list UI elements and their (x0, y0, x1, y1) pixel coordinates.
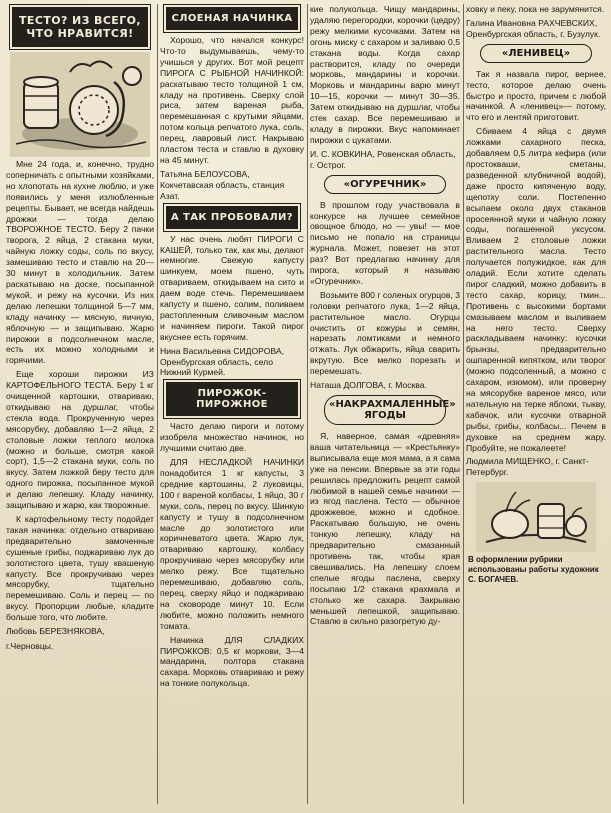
signature-name: Любовь БЕРЕЗНЯКОВА, (6, 626, 105, 637)
column-4 (466, 4, 606, 810)
column-rule (157, 4, 158, 804)
article-paragraph: кие полукольца. Чищу мандарины, удаляю перегородки, корочки (цедру) режу мелкими кусочками. Затем на огонь миску с сахаром и заливаю 0,5 стакана воды. Когда сахар растворится, кладу по очереди морковь, мандарины и корочки. Морковь и мандарины варю минут 10—15, корочки — минут 30—35. Затем откидываю на дуршлаг, чтобы стек сахар. Все перемешиваю и кладу в пирожки. Вкус напоминает пирожки с цукатами. (310, 4, 460, 145)
signature: Людмила МИЩЕНКО, г. Санкт-Петербург. (466, 456, 589, 478)
article-paragraph: Так я назвала пирог, вернее, тесто, которое делаю очень быстро и просто, причем с любой начинкой. А «ленивец»— потому, что его и лентяй приготовит. (466, 68, 606, 123)
column-1 (6, 4, 154, 810)
signature: Наташа ДОЛГОВА, г. Москва. (310, 380, 427, 391)
article-paragraph: Возьмите 800 г соленых огурцов, 3 головки репчатого лука, 1—2 яйца, растительное масло. Огурцы очистить от кожуры и семян, нарезать ломтиками и немного отжать. Лук обжарить, яйца сварить вкрутую. Все мелко порезать и перемешать. (310, 289, 460, 377)
article-paragraph: Мне 24 года, и, конечно, трудно соперничать с опытными хозяйками, но хлопотать на кухне люблю, и уже появились у меня излюбленные рецепты. Бывает, не всегда найдешь дрожжи — тогда делаю ТВОРОЖНОЕ ТЕСТО. Беру 2 пачки творога, 2 яйца, 2 стакана муки, чайную ложку соды, соль по вкусу, замешиваю тесто и ставлю на 20—30 минут в холодильник. Затем раскатываю на доске, посыпанной мукой, и режу на кусочки. Из них делаю лепешки толщиной 5—7 мм, кладу начинку — мясную, яичную, яблочную — и защипываю. Жарю пирожки в подсолнечном масле, есть их можно холодными и горячими. (6, 159, 154, 366)
article-paragraph: В прошлом году участвовала в конкурсе на лучшее семейное овощное блюдо, но — увы! — мое письмо не попало на страницы журнала. Может, повезет на этот раз? Вот предлагаю начинку для пирога, который я называю «Огуречник». (310, 199, 460, 286)
signature: Галина Ивановна РАХЧЕВСКИХ, Оренбургская область, г. Бузулук. (466, 17, 601, 39)
headline-main: ТЕСТО? ИЗ ВСЕГО, ЧТО НРАВИТСЯ! (12, 7, 148, 47)
article-paragraph: Начинка ДЛЯ СЛАДКИХ ПИРОЖКОВ: 0,5 кг моркови, 3—4 мандарина, полтора стакана сахара. Морковь отвариваю и режу на тонкие полукольца. (160, 634, 304, 689)
heading-sloenaya: СЛОЕНАЯ НАЧИНКА (166, 7, 298, 30)
signature-place: г.Черновцы. (6, 640, 54, 651)
article-paragraph: К картофельному тесту подойдет такая начинка: отдельно отвариваю предварительно замоченные сушеные грибы, поджариваю лук до золотистого цвета, тушу квашеную капусту. Все прокручиваю через мясорубку, тщательно перемешиваю. Соль и перец — по вкусу. Пропорции любые, кладите больше того, что любите. (6, 514, 154, 623)
article-paragraph: Хорошо, что начался конкурс! Что-то выдумываешь, чему-то учишься у других. Вот мой рецепт ПИРОГА С РЫБНОЙ НАЧИНКОЙ: раскатываю тесто толщиной 1 см, кладу на противень. Сверху слой риса, затем вареная рыба, перемешанная с крутыми яйцами, потом кольца репчатого лука, соль, перец, лавровый лист. Накрываю пластом теста и ставлю в духовку на 45 минут. (160, 35, 304, 165)
article-paragraph: ДЛЯ НЕСЛАДКОЙ НАЧИНКИ понадобится 1 кг капусты, 3 средние картошины, 2 луковицы, 100 г вареной колбасы, 1 яйцо, 30 г муки, соль, перец по вкусу. Шинкую капусту и тушу в подсолнечном масле до золотистого или коричневатого цвета. Жарю лук, отвариваю картошку, колбасу прокручиваю через мясорубку или мелко режу. Все тщательно перемешиваю, добавляю соль, перец, сверху яйцо и поджариваю на сковороде минут 10. Если любите, можно положить немного томата. (160, 457, 304, 631)
illustration-vegetables-icon (476, 482, 596, 552)
column-rule (463, 4, 464, 804)
article-paragraph: Я, наверное, самая «древняя» ваша читательница — «Крестьянку» выписывала еще моя мама, а я сама уже на пенсии. Впервые за эти годы решилась предложить рецепт самой любимой в нашей семье начинки — из ягод паслена. Тесто — обычное дрожжевое, можно и сдобное. Раскатываю большую, не очень тонкую лепешку, кладу на предварительно смазанный противень так, чтобы края свешивались. На лепешку слоем спелые ягоды паслена, сверху посыпаю 1/2 стакана крахмала и столько же сахара. Закрываю меньшей лепешкой, защипываю. Ставлю в сильно разогретую ду- (310, 431, 460, 627)
signature: Нина Васильевна СИДОРОВА, Оренбургская область, село Нижний Курмей. (160, 345, 284, 378)
heading-nakrakhmalennye: «НАКРАХМАЛЕННЫЕ» ЯГОДЫ (324, 395, 446, 425)
column-2 (160, 4, 304, 810)
article-paragraph: ховку и пеку, пока не зарумянится. (466, 4, 605, 14)
heading-tak-probovali: А ТАК ПРОБОВАЛИ? (166, 206, 298, 229)
article-paragraph: Часто делаю пироги и потому изобрела множество начинок, но лучшими считаю две. (160, 421, 304, 454)
heading-pirozhok: ПИРОЖОК-ПИРОЖНОЕ (166, 382, 298, 416)
article-paragraph: Еще хороши пирожки ИЗ КАРТОФЕЛЬНОГО ТЕСТА. Беру 1 кг очищенной картошки, отвариваю, откидываю на дуршлаг, чтобы стекла вода. Прокрученную через мясорубку, добавляю 1—2 яйца, 2 столовые ложки теплого молока (можно и больше, смотря какой сорт), 1,5—2 стакана муки, соль по вкусу. Затем ложкой беру тесто для одного пирожка, посыпанное мукой и делаю лепешку. Кладу начинку, защипываю и жарю, как творожные. (6, 369, 154, 511)
illustration-credit: В оформлении рубрики использованы работы художник С. БОГАЧЕВ. (468, 555, 599, 585)
column-3 (310, 4, 460, 810)
column-rule (307, 4, 308, 804)
illustration-kitchen-icon (10, 52, 150, 157)
signature: И. С. КОВКИНА, Ровенская область, г. Острог. (310, 148, 456, 170)
article-paragraph: У нас очень любят ПИРОГИ С КАШЕЙ, только так, как мы, делают немногие. Свежую капусту шинкуем, моем пшено, чуть отвариваем, откидываем на сито и даем воде стечь. Перемешиваем капусту и пшено, солим, поливаем растопленным сливочным маслом и начиняем пироги. Такой пирог вкуснее есть горячим. (160, 233, 304, 342)
heading-ogurechnik: «ОГУРЕЧНИК» (324, 175, 446, 194)
heading-lenivets: «ЛЕНИВЕЦ» (480, 44, 592, 63)
article-paragraph: Сбиваем 4 яйца с двумя ложками сахарного песка, добавляем 0,5 литра кефира (или простокваши, сметаны, разведенной клубничной водой), даже просто кипяченую воду, щепотку соли. Постепенно всыпаем около двух стаканов просеянной муки и чайную ложку соды, погашенной уксусом. Вливаем 2 столовые ложки растительного масла. Тесто получается полужидкое, как для оладий. Если хотите сделать пирог сладкий, можно добавить в тесто сахар, корицу, тмин... Противень с высокими бортами смазываем маслом и выливаем на него тесто. Сверху раскладываем начинку: кусочки брынзы, предварительно ошпаренной кипятком, или творог (можно подсоленный, а можно с сахаром, изюмом), или проверну на мясорубке вареное мясо, или нательную на терке яблоки, тыкву, кабачок, или кусочки отварной рыбы, грибы, колбасы... Печем в духовке на среднем жару. Пробуйте, не пожалеете! (466, 126, 606, 453)
signature: Татьяна БЕЛОУСОВА, Кокчетавская область, станция Азат. (160, 168, 285, 201)
